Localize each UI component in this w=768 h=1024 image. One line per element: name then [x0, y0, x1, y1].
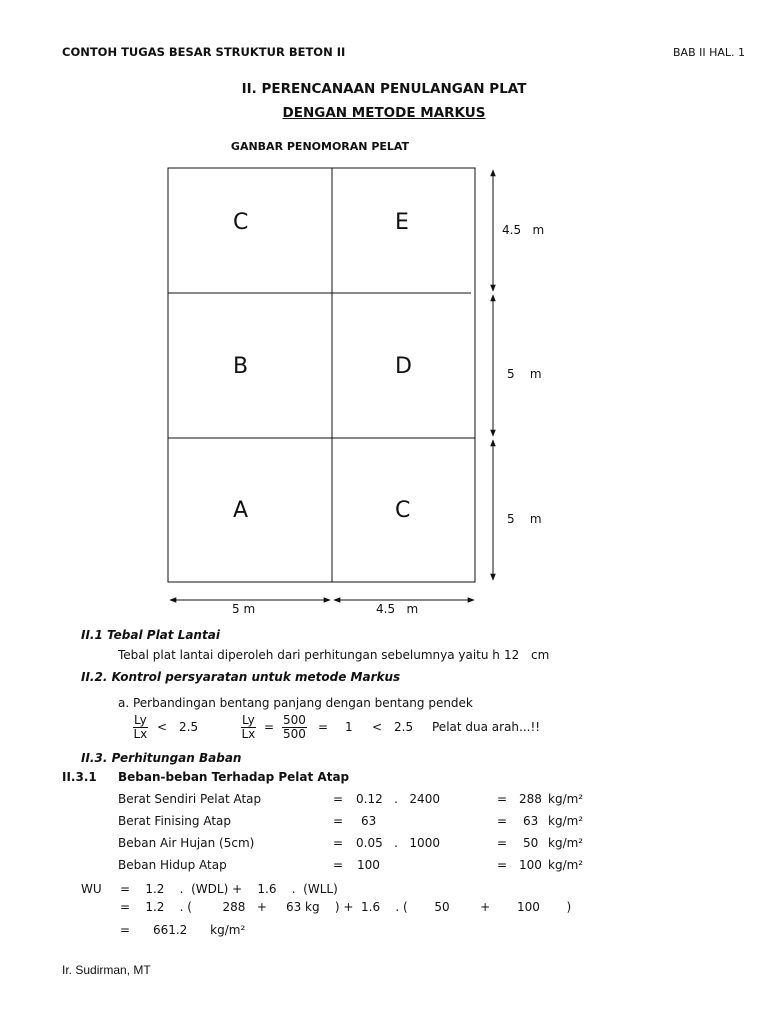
wu-formula: = 1.2 . (WDL) + 1.6 . (WLL)	[120, 882, 338, 896]
section-1-text: Tebal plat lantai diperoleh dari perhitungan sebelumnya yaitu h	[118, 648, 500, 662]
dim-label-left: 5 m	[232, 602, 256, 616]
wu-result: = 661.2 kg/m²	[120, 923, 246, 937]
load-value: 50	[523, 836, 539, 850]
load-label: Berat Finising Atap	[118, 814, 232, 828]
load-expression: 0.05 . 1000	[356, 836, 440, 850]
load-value: 63	[523, 814, 539, 828]
fraction-numerator: Ly	[134, 713, 147, 727]
equals-sign: =	[497, 792, 508, 806]
wu-substitution: = 1.2 . ( 288 + 63 kg ) + 1.6 . ( 50 + 100 )	[120, 900, 572, 914]
load-expression: 100	[357, 858, 380, 872]
load-unit: kg/m²	[548, 814, 584, 828]
load-label: Berat Sendiri Pelat Atap	[118, 792, 262, 806]
fraction-denominator: 500	[283, 727, 306, 741]
ratio-result: 1	[345, 720, 353, 734]
section-2-title: II.2. Kontrol persyaratan untuk metode Markus	[81, 670, 401, 684]
load-unit: kg/m²	[548, 792, 584, 806]
footer-author: Ir. Sudirman, MT	[62, 963, 151, 977]
fraction-denominator: Lx	[241, 727, 256, 741]
ratio-fraction-3	[282, 714, 307, 741]
plate-outline	[168, 168, 475, 582]
ratio-limit: 2.5	[179, 720, 199, 734]
ratio-fraction-2	[241, 714, 256, 741]
section-3-title: II.3. Perhitungan Baban	[81, 751, 242, 765]
wu-label: WU	[81, 882, 102, 896]
figure-caption: GANBAR PENOMORAN PELAT	[230, 140, 410, 153]
load-label: Beban Air Hujan (5cm)	[118, 836, 255, 850]
panel-mid-right: D	[395, 354, 412, 379]
panel-top-right: E	[395, 210, 409, 235]
panel-bot-left: A	[233, 498, 249, 523]
fraction-numerator: 500	[283, 713, 306, 727]
header-right: BAB II HAL. 1	[673, 46, 746, 59]
equals-sign: =	[333, 792, 344, 806]
ratio-fraction-1	[133, 714, 148, 741]
load-unit: kg/m²	[548, 858, 584, 872]
equals-sign: =	[497, 836, 508, 850]
ratio-limit-2: 2.5	[394, 720, 414, 734]
thickness-value: 12	[504, 648, 520, 662]
load-value: 288	[519, 792, 542, 806]
load-unit: kg/m²	[548, 836, 584, 850]
thickness-unit: cm	[531, 648, 550, 662]
fraction-denominator: Lx	[133, 727, 148, 741]
title-line2: DENGAN METODE MARKUS	[282, 105, 486, 121]
dim-label-bottom: 5 m	[507, 512, 542, 526]
dim-label-right: 4.5 m	[376, 602, 419, 616]
equals-sign: =	[318, 720, 329, 734]
section-1-title: II.1 Tebal Plat Lantai	[81, 628, 220, 642]
section-2-item-a: a. Perbandingan bentang panjang dengan bentang pendek	[118, 696, 473, 710]
equals-sign: =	[264, 720, 275, 734]
equals-sign: =	[333, 858, 344, 872]
load-value: 100	[519, 858, 542, 872]
title-line1: II. PERENCANAAN PENULANGAN PLAT	[241, 81, 527, 97]
dim-label-top: 4.5 m	[502, 223, 545, 237]
equals-sign: =	[497, 814, 508, 828]
load-label: Beban Hidup Atap	[118, 858, 227, 872]
load-expression: 0.12 . 2400	[356, 792, 440, 806]
fraction-numerator: Ly	[242, 713, 255, 727]
panel-top-left: C	[233, 210, 249, 235]
equals-sign: =	[497, 858, 508, 872]
section-3-1-title: Beban-beban Terhadap Pelat Atap	[118, 770, 350, 784]
equals-sign: =	[333, 814, 344, 828]
dim-label-mid: 5 m	[507, 367, 542, 381]
panel-mid-left: B	[233, 354, 249, 379]
load-expression: 63	[361, 814, 377, 828]
less-than-sign: <	[157, 720, 168, 734]
section-3-1-number: II.3.1	[62, 770, 97, 784]
header-left: CONTOH TUGAS BESAR STRUKTUR BETON II	[62, 45, 346, 59]
less-than-sign: <	[372, 720, 383, 734]
ratio-conclusion: Pelat dua arah...!!	[432, 720, 541, 734]
panel-bot-right: C	[395, 498, 411, 523]
equals-sign: =	[333, 836, 344, 850]
